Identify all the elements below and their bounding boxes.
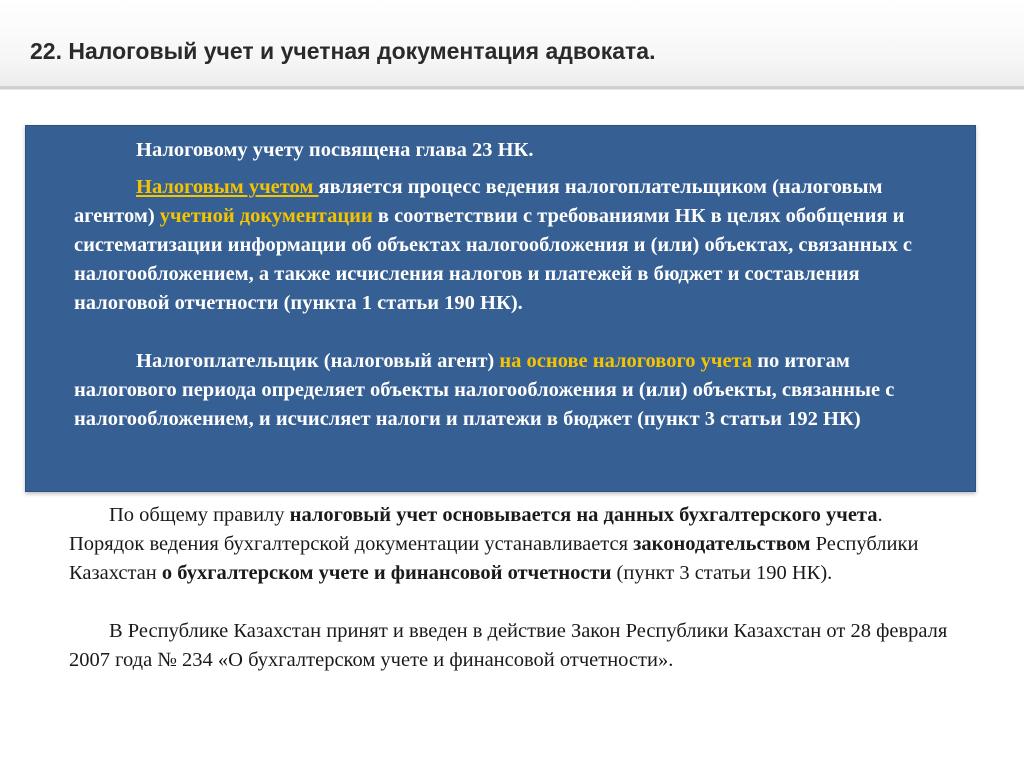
body-paragraph-1-text-3: Республики Казахстан (69, 533, 919, 584)
title-bar (0, 0, 1024, 86)
body-paragraph-1-text-4: (пункт 3 статьи 190 НК). (611, 562, 833, 584)
body-paragraph-1-bold-2: законодательством (633, 533, 811, 555)
box-paragraph-1: Налоговому учету посвящена глава 23 НК. (136, 139, 534, 161)
body-paragraph-1-text-1: По общему правилу (109, 504, 290, 526)
box-paragraph-2 (74, 173, 945, 318)
box-paragraph-3-text-1: Налогоплательщик (налоговый агент) (136, 350, 500, 372)
box-paragraph-3 (74, 347, 945, 434)
box-paragraph-2-text-1: является процесс ведения налогоплательщиком (налоговым агентом) (74, 176, 883, 227)
body-paragraph-2: В Республике Казахстан принят и введен в действие Закон Республики Казахстан от 28 февраля 2007 года № 234 «О бухгалтерском учете и финансовой отчетности». (69, 620, 948, 671)
body-paragraph-1 (69, 501, 949, 588)
body-paragraph-1-text-2: . Порядок ведения бухгалтерской документации устанавливается (69, 504, 883, 555)
term-tax-accounting: Налоговым учетом (136, 176, 319, 198)
term-accounting-documentation: учетной документации (159, 205, 373, 227)
body-paragraph-1-bold-3: о бухгалтерском учете и финансовой отчетности (161, 562, 612, 584)
title-divider-shadow (0, 89, 1024, 90)
box-paragraph-3-text-2: по итогам налогового периода определяет объекты налогообложения и (или) объекты, связанные с налогообложением, и исчисляет налоги и платежи в бюджет (пункт 3 статьи 192 НК) (74, 350, 895, 430)
body-paragraph-1-bold-1: налоговый учет основывается на данных бухгалтерского учета (289, 504, 878, 526)
box-paragraph-2-text-2: в соответствии с требованиями НК в целях обобщения и систематизации информации об объектах налогообложения и (или) объектах, связанных с налогообложением, а также исчисления налогов и платежей в бюджет и составления налоговой отчетности (пункта 1 статьи 190 НК). (74, 205, 912, 314)
body-text (69, 501, 949, 675)
highlight-box (25, 125, 976, 492)
slide-title: 22. Налоговый учет и учетная документация адвоката. (30, 38, 656, 64)
term-based-on-tax-accounting: на основе налогового учета (499, 350, 753, 372)
